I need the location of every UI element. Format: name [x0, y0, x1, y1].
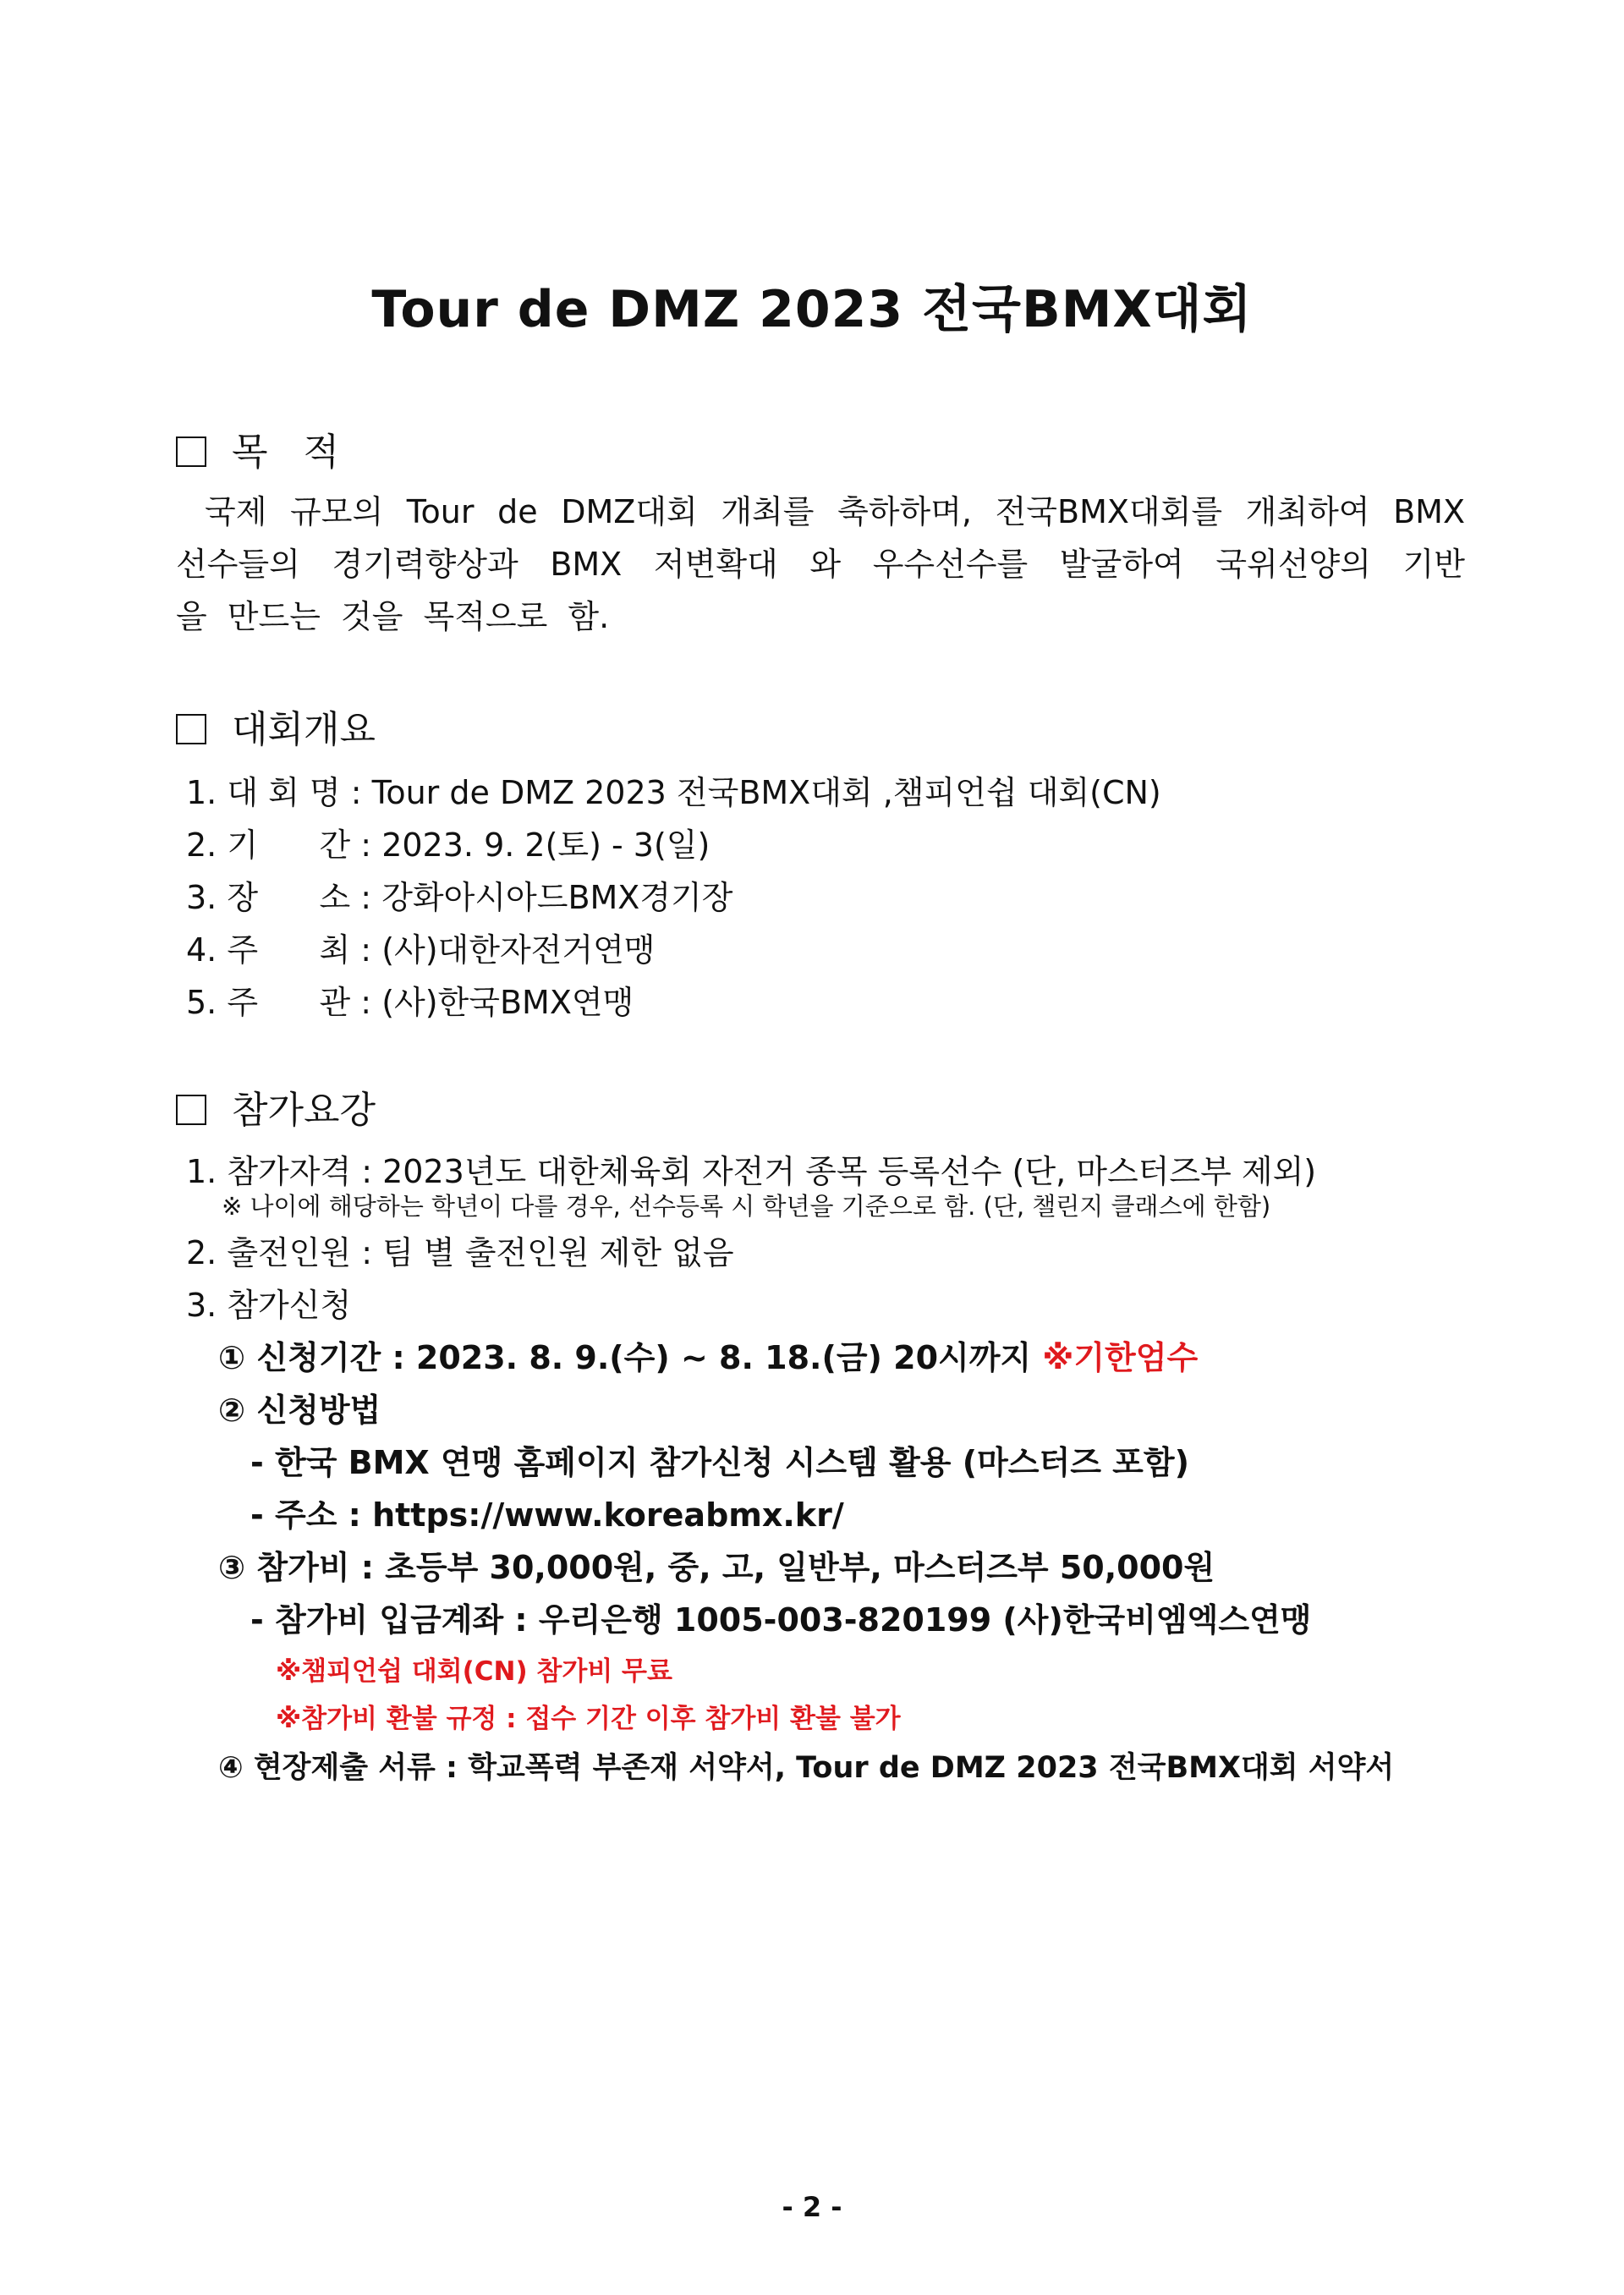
- onsite-documents: ④ 현장제출 서류 : 학교폭력 부존재 서약서, Tour de DMZ 2023 전국BMX대회 서약서: [218, 1751, 1395, 1785]
- entry-application-heading: 3. 참가신청: [186, 1287, 352, 1324]
- application-method-url: - 주소 : https://www.koreabmx.kr/: [250, 1496, 844, 1534]
- document-title: Tour de DMZ 2023 전국BMX대회: [371, 280, 1253, 339]
- application-period: ① 신청기간 : 2023. 8. 9.(수) ~ 8. 18.(금) 20시까지 ※기한엄수: [218, 1339, 1199, 1376]
- section-heading-label: 대회개요: [232, 708, 376, 751]
- section-heading-overview: [176, 699, 376, 753]
- entry-fee: ③ 참가비 : 초등부 30,000원, 중, 고, 일반부, 마스터즈부 50,000원: [218, 1549, 1215, 1586]
- section-heading-entry: [176, 1079, 376, 1134]
- section-heading-purpose: [176, 421, 339, 475]
- page-number: - 2 -: [782, 2191, 842, 2223]
- overview-item-period: 2. 기 간 : 2023. 9. 2(토) - 3(일): [186, 826, 710, 864]
- overview-item-venue: 3. 장 소 : 강화아시아드BMX경기장: [186, 879, 733, 916]
- application-method-system: - 한국 BMX 연맹 홈페이지 참가신청 시스템 활용 (마스터즈 포함): [250, 1444, 1189, 1481]
- section-heading-label: 목 적: [232, 431, 339, 474]
- entry-team-limit: 2. 출전인원 : 팀 별 출전인원 제한 없음: [186, 1234, 734, 1271]
- overview-item-name: 1. 대 회 명 : Tour de DMZ 2023 전국BMX대회 ,챔피언쉽 대회(CN): [186, 774, 1161, 811]
- entry-fee-note-free: ※챔피언쉽 대회(CN) 참가비 무료: [276, 1656, 672, 1687]
- entry-fee-note-refund: ※참가비 환불 규정 : 접수 기간 이후 참가비 환불 불가: [276, 1704, 901, 1734]
- purpose-line-2: 선수들의 경기력향상과 BMX 저변확대 와 우수선수를 발굴하여 국위선양의 기반: [176, 546, 1465, 583]
- purpose-line-1: 국제 규모의 Tour de DMZ대회 개최를 축하하며, 전국BMX대회를 개최하여 BMX: [205, 493, 1465, 530]
- entry-qualification: 1. 참가자격 : 2023년도 대한체육회 자전거 종목 등록선수 (단, 마스터즈부 제외): [186, 1153, 1317, 1190]
- checkbox-square-icon: [176, 1095, 206, 1125]
- checkbox-square-icon: [176, 436, 206, 467]
- deadline-warning: ※기한엄수: [1042, 1339, 1199, 1376]
- entry-fee-account: - 참가비 입금계좌 : 우리은행 1005-003-820199 (사)한국비엠엑스연맹: [250, 1601, 1312, 1639]
- entry-qualification-note: ※ 나이에 해당하는 학년이 다를 경우, 선수등록 시 학년을 기준으로 함. (단, 챌린지 클래스에 한함): [222, 1192, 1271, 1221]
- purpose-line-3: 을 만드는 것을 목적으로 함.: [176, 598, 610, 635]
- application-method-heading: ② 신청방법: [218, 1392, 381, 1429]
- checkbox-square-icon: [176, 714, 206, 744]
- overview-item-host: 4. 주 최 : (사)대한자전거연맹: [186, 931, 656, 969]
- overview-item-organizer: 5. 주 관 : (사)한국BMX연맹: [186, 984, 634, 1021]
- section-heading-label: 참가요강: [232, 1089, 376, 1132]
